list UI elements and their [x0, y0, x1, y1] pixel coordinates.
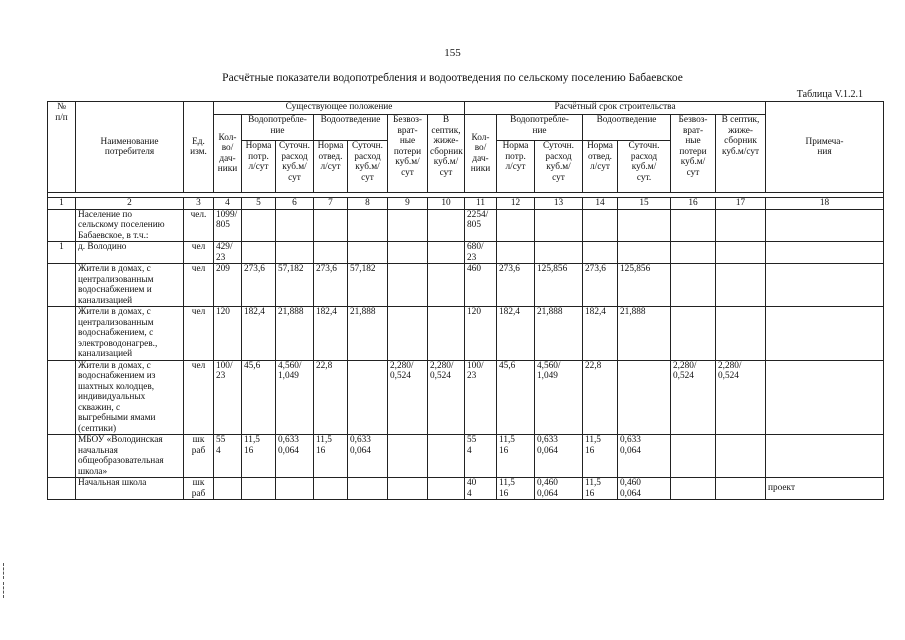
header-norm-drain-existing: Норма отвед. л/сут — [314, 141, 348, 193]
column-number: 2 — [76, 198, 184, 210]
header-water-supply-projected: Водопотребле- ние — [497, 115, 583, 141]
table-cell: 11,5 16 — [583, 478, 618, 500]
table-cell: шк раб — [184, 478, 214, 500]
table-cell — [388, 264, 428, 307]
table-cell — [48, 360, 76, 435]
table-row — [48, 360, 884, 435]
table-cell — [428, 435, 465, 478]
header-daily-supply-existing: Суточн. расход куб.м/ сут — [276, 141, 314, 193]
table-cell: 4,560/ 1,049 — [276, 360, 314, 435]
table-cell: 11,5 16 — [242, 435, 276, 478]
table-cell: 120 — [214, 307, 242, 361]
header-note: Примеча- ния — [766, 102, 884, 193]
scan-edge-mark — [3, 563, 6, 579]
table-cell: 182,4 — [314, 307, 348, 361]
column-number-row-group — [48, 198, 884, 210]
table-cell: 273,6 — [314, 264, 348, 307]
table-cell: 11,5 16 — [314, 435, 348, 478]
table-cell: 273,6 — [242, 264, 276, 307]
header-water-supply-existing: Водопотребле- ние — [242, 115, 314, 141]
header-name: Наименование потребителя — [76, 102, 184, 193]
column-number-row — [48, 198, 884, 210]
table-cell: 0,633 0,064 — [348, 435, 388, 478]
table-cell — [535, 242, 583, 264]
table-cell: чел — [184, 242, 214, 264]
table-row — [48, 478, 884, 500]
table-cell: 55 4 — [465, 435, 497, 478]
table-cell — [276, 242, 314, 264]
table-cell — [348, 242, 388, 264]
table-cell: 2,280/ 0,524 — [716, 360, 766, 435]
column-number: 9 — [388, 198, 428, 210]
table-cell — [428, 307, 465, 361]
table-cell — [716, 264, 766, 307]
table-row — [48, 209, 884, 242]
table-cell: 1 — [48, 242, 76, 264]
page-number: 155 — [444, 47, 461, 59]
header-losses-existing: Безвоз- врат- ные потери куб.м/ сут — [388, 115, 428, 193]
header-daily-drain-existing: Суточн. расход куб.м/ сут — [348, 141, 388, 193]
column-number: 11 — [465, 198, 497, 210]
table-cell: 40 4 — [465, 478, 497, 500]
table-cell: 21,888 — [535, 307, 583, 361]
table-cell — [535, 209, 583, 242]
header-unit: Ед. изм. — [184, 102, 214, 193]
column-number: 3 — [184, 198, 214, 210]
table-cell: 273,6 — [583, 264, 618, 307]
table-cell — [242, 478, 276, 500]
column-number: 4 — [214, 198, 242, 210]
table-cell: 45,6 — [497, 360, 535, 435]
column-number: 8 — [348, 198, 388, 210]
header-drainage-projected: Водоотведение — [583, 115, 671, 141]
table-cell — [671, 209, 716, 242]
table-cell — [766, 435, 884, 478]
column-number: 16 — [671, 198, 716, 210]
table-cell — [276, 478, 314, 500]
table-label: Таблица V.1.2.1 — [796, 89, 863, 100]
table-row — [48, 307, 884, 361]
table-cell: 57,182 — [276, 264, 314, 307]
consumer-name-cell: Жители в домах, с водоснабжением из шахтных колодцев, индивидуальных скважин, с выгребными ямами (септики) — [76, 360, 184, 435]
header-septic-projected: В септик, жиже- сборник куб.м/сут — [716, 115, 766, 193]
table-cell — [716, 478, 766, 500]
table-cell: 0,460 0,064 — [618, 478, 671, 500]
table-cell — [618, 242, 671, 264]
table-cell: 22,8 — [314, 360, 348, 435]
table-cell: чел. — [184, 209, 214, 242]
table-cell: 100/ 23 — [465, 360, 497, 435]
table-cell — [497, 209, 535, 242]
table-cell — [428, 242, 465, 264]
table-cell: 21,888 — [348, 307, 388, 361]
table-cell — [388, 242, 428, 264]
consumer-name-cell: Жители в домах, с централизованным водоснабжением, с электроводонагрев., канализацией — [76, 307, 184, 361]
table-cell: чел — [184, 307, 214, 361]
table-cell: 0,633 0,064 — [276, 435, 314, 478]
table-cell — [348, 478, 388, 500]
header-kolvo-projected: Кол- во/ дач- ники — [465, 115, 497, 193]
table-cell — [388, 478, 428, 500]
column-number: 12 — [497, 198, 535, 210]
table-cell: 21,888 — [618, 307, 671, 361]
column-number: 17 — [716, 198, 766, 210]
column-number: 15 — [618, 198, 671, 210]
consumer-name-cell: Начальная школа — [76, 478, 184, 500]
table-cell — [671, 435, 716, 478]
header-norm-supply-projected: Норма потр. л/сут — [497, 141, 535, 193]
table-cell — [314, 209, 348, 242]
table-cell — [388, 435, 428, 478]
header-norm-supply-existing: Норма потр. л/сут — [242, 141, 276, 193]
column-number: 18 — [766, 198, 884, 210]
table-cell — [428, 478, 465, 500]
table-cell — [618, 360, 671, 435]
table-cell: 11,5 16 — [497, 478, 535, 500]
table-header — [48, 102, 884, 198]
table-cell — [716, 209, 766, 242]
table-cell: 45,6 — [242, 360, 276, 435]
table-cell — [716, 435, 766, 478]
table-cell — [348, 360, 388, 435]
column-number: 13 — [535, 198, 583, 210]
table-cell — [583, 242, 618, 264]
table-cell — [671, 242, 716, 264]
table-cell — [716, 242, 766, 264]
table-cell: 273,6 — [497, 264, 535, 307]
table-cell: 429/ 23 — [214, 242, 242, 264]
table-cell — [497, 242, 535, 264]
consumer-name-cell: Население по сельскому поселению Бабаевское, в т.ч.: — [76, 209, 184, 242]
table-cell: чел — [184, 360, 214, 435]
table-cell: 2,280/ 0,524 — [671, 360, 716, 435]
table-cell: 55 4 — [214, 435, 242, 478]
table-cell — [48, 264, 76, 307]
column-number: 6 — [276, 198, 314, 210]
table-cell: 1099/ 805 — [214, 209, 242, 242]
table-cell — [671, 307, 716, 361]
table-cell — [583, 209, 618, 242]
table-cell: чел — [184, 264, 214, 307]
table-row — [48, 435, 884, 478]
data-table — [47, 101, 884, 500]
header-losses-projected: Безвоз- врат- ные потери куб.м/ сут — [671, 115, 716, 193]
table-cell — [766, 242, 884, 264]
table-cell — [214, 478, 242, 500]
header-projected: Расчётный срок строительства — [465, 102, 766, 115]
table-cell: 57,182 — [348, 264, 388, 307]
table-cell — [348, 209, 388, 242]
table-cell — [242, 242, 276, 264]
header-daily-drain-projected: Суточн. расход куб.м/ сут. — [618, 141, 671, 193]
table-cell — [766, 264, 884, 307]
header-existing: Существующее положение — [214, 102, 465, 115]
consumer-name-cell: Жители в домах, с централизованным водоснабжением и канализацией — [76, 264, 184, 307]
table-cell — [716, 307, 766, 361]
table-cell: 22,8 — [583, 360, 618, 435]
header-septic-existing: В септик, жиже- сборник куб.м/ сут — [428, 115, 465, 193]
header-drainage-existing: Водоотведение — [314, 115, 388, 141]
document-title: Расчётные показатели водопотребления и водоотведения по сельскому поселению Бабаевское — [222, 72, 683, 84]
table-cell: 11,5 16 — [497, 435, 535, 478]
table-cell: 120 — [465, 307, 497, 361]
table-cell: 11,5 16 — [583, 435, 618, 478]
table-row — [48, 242, 884, 264]
column-number: 10 — [428, 198, 465, 210]
table-cell: 182,4 — [497, 307, 535, 361]
table-cell — [618, 209, 671, 242]
consumer-name-cell: д. Володино — [76, 242, 184, 264]
table-cell — [242, 209, 276, 242]
table-cell: 0,460 0,064 — [535, 478, 583, 500]
table-cell: 0,633 0,064 — [618, 435, 671, 478]
table-row — [48, 264, 884, 307]
table-cell: проект — [766, 478, 884, 500]
table-cell: 125,856 — [618, 264, 671, 307]
table-cell — [48, 307, 76, 361]
table-cell — [766, 360, 884, 435]
table-cell — [428, 209, 465, 242]
table-body — [48, 209, 884, 500]
table-cell: 680/ 23 — [465, 242, 497, 264]
header-kolvo-existing: Кол- во/ дач- ники — [214, 115, 242, 193]
table-cell — [276, 209, 314, 242]
table-cell: 182,4 — [242, 307, 276, 361]
table-cell — [48, 435, 76, 478]
header-daily-supply-projected: Суточн. расход куб.м/ сут — [535, 141, 583, 193]
table-cell: 209 — [214, 264, 242, 307]
table-cell: 2,280/ 0,524 — [388, 360, 428, 435]
column-number: 1 — [48, 198, 76, 210]
consumer-name-cell: МБОУ «Володинская начальная общеобразовательная школа» — [76, 435, 184, 478]
table-cell — [671, 264, 716, 307]
table-cell: 100/ 23 — [214, 360, 242, 435]
table-cell — [671, 478, 716, 500]
column-number: 14 — [583, 198, 618, 210]
table-cell: 2,280/ 0,524 — [428, 360, 465, 435]
header-norm-drain-projected: Норма отвед. л/сут — [583, 141, 618, 193]
table-cell — [48, 478, 76, 500]
column-number: 5 — [242, 198, 276, 210]
table-cell — [48, 209, 76, 242]
table-cell — [428, 264, 465, 307]
table-cell: шк раб — [184, 435, 214, 478]
table-cell — [388, 209, 428, 242]
table-cell: 4,560/ 1,049 — [535, 360, 583, 435]
table-cell: 2254/ 805 — [465, 209, 497, 242]
table-cell — [766, 209, 884, 242]
table-cell — [314, 478, 348, 500]
header-num: № п/п — [48, 102, 76, 193]
table-cell: 0,633 0,064 — [535, 435, 583, 478]
table-cell — [388, 307, 428, 361]
table-cell — [314, 242, 348, 264]
table-cell: 460 — [465, 264, 497, 307]
table-cell: 21,888 — [276, 307, 314, 361]
column-number: 7 — [314, 198, 348, 210]
table-cell: 125,856 — [535, 264, 583, 307]
table-cell: 182,4 — [583, 307, 618, 361]
scan-edge-mark — [3, 582, 6, 598]
table-cell — [766, 307, 884, 361]
